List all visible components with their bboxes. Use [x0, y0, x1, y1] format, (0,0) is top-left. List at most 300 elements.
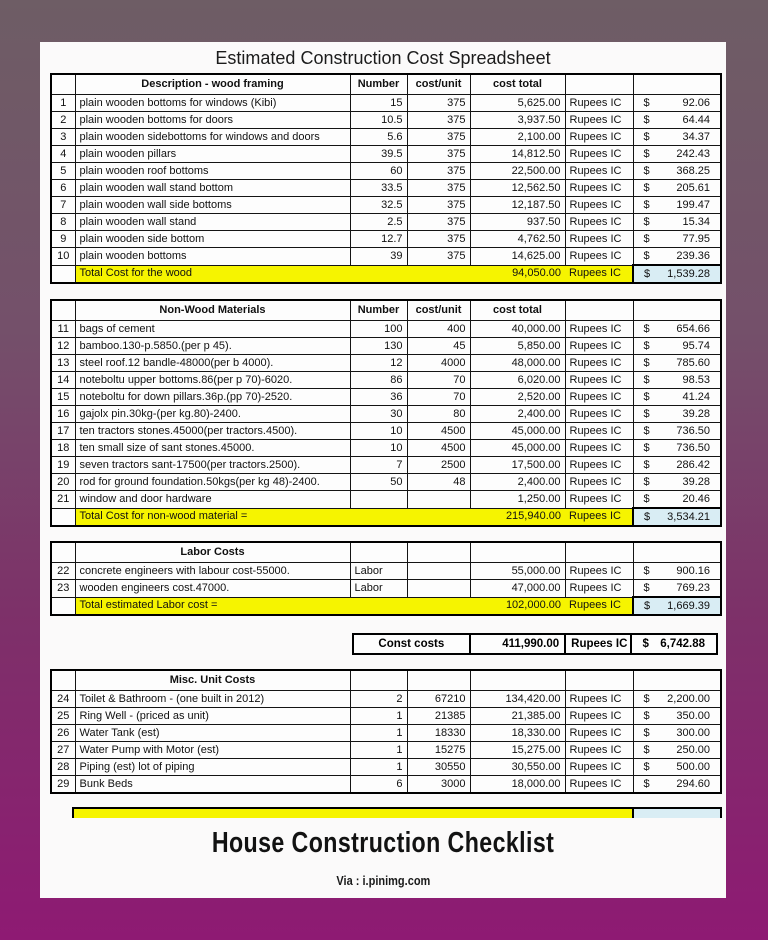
description-cell: noteboltu for down pillars.36p.(pp 70)-2520. [75, 389, 350, 406]
row-number-cell: 11 [51, 321, 75, 338]
table-row [51, 355, 721, 372]
number-cell: 2.5 [350, 214, 407, 231]
total-usd-cell [633, 597, 721, 615]
usd-cell-value: 205.61 [676, 181, 710, 194]
cost-total-cell: 12,187.50 [470, 197, 565, 214]
usd-cell [633, 725, 721, 742]
currency-cell: Rupees IC [565, 338, 633, 355]
usd-cell [633, 129, 721, 146]
usd-cell-value: 64.44 [682, 113, 710, 126]
number-cell: 86 [350, 372, 407, 389]
column-header-3: cost total [470, 300, 565, 321]
cost-total-cell: 5,850.00 [470, 338, 565, 355]
table-row [51, 180, 721, 197]
row-number-cell: 22 [51, 563, 75, 580]
cost-unit-cell: 18330 [407, 725, 470, 742]
cost-total-cell: 3,937.50 [470, 112, 565, 129]
column-header-2 [407, 542, 470, 563]
column-header-1: Number [350, 300, 407, 321]
currency-cell: Rupees IC [565, 129, 633, 146]
usd-cell [633, 742, 721, 759]
row-number-cell: 24 [51, 691, 75, 708]
usd-cell [633, 580, 721, 598]
usd-cell [633, 491, 721, 509]
currency-cell: Rupees IC [565, 423, 633, 440]
number-cell: 1 [350, 708, 407, 725]
cost-total-cell: 22,500.00 [470, 163, 565, 180]
usd-cell-value: 785.60 [676, 356, 710, 369]
number-cell: 1 [350, 725, 407, 742]
section-header: Non-Wood Materials [75, 300, 350, 321]
description-cell: Piping (est) lot of piping [75, 759, 350, 776]
cost-total-cell: 45,000.00 [470, 440, 565, 457]
currency-cell: Rupees IC [565, 580, 633, 598]
currency-cell: Rupees IC [565, 457, 633, 474]
wood-table [50, 73, 722, 284]
usd-cell [633, 163, 721, 180]
table-row [51, 406, 721, 423]
description-cell: wooden engineers cost.47000. [75, 580, 350, 598]
row-number-cell: 21 [51, 491, 75, 509]
table-row [51, 742, 721, 759]
usd-cell-value: 77.95 [682, 232, 710, 245]
cost-total-cell: 18,000.00 [470, 776, 565, 794]
usd-cell [633, 214, 721, 231]
usd-cell-value: 92.06 [682, 96, 710, 109]
cost-unit-cell: 375 [407, 231, 470, 248]
dollar-sign: $ [643, 249, 650, 262]
total-cost-cell: 102,000.00 [470, 597, 565, 615]
number-cell: 33.5 [350, 180, 407, 197]
number-cell: 1 [350, 759, 407, 776]
currency-cell: Rupees IC [565, 231, 633, 248]
usd-cell-value: 39.28 [682, 407, 710, 420]
number-cell: 12 [350, 355, 407, 372]
cost-unit-cell: 375 [407, 112, 470, 129]
table-row [51, 474, 721, 491]
description-cell: plain wooden bottoms [75, 248, 350, 266]
usd-cell [633, 406, 721, 423]
row-number-header [51, 670, 75, 691]
total-cost-cell: 215,940.00 [470, 508, 565, 526]
dollar-sign: $ [643, 147, 650, 160]
spreadsheet-title: Estimated Construction Cost Spreadsheet [215, 48, 551, 68]
dollar-sign: $ [643, 726, 650, 739]
table-row [51, 248, 721, 266]
number-cell: 36 [350, 389, 407, 406]
currency-cell: Rupees IC [565, 474, 633, 491]
wood-header-row [51, 74, 721, 95]
usd-cell [633, 423, 721, 440]
table-row [51, 563, 721, 580]
currency-header [565, 300, 633, 321]
cost-unit-cell: 375 [407, 163, 470, 180]
column-header-2: cost/unit [407, 74, 470, 95]
cost-unit-cell: 375 [407, 95, 470, 112]
row-number-cell: 25 [51, 708, 75, 725]
usd-cell [633, 180, 721, 197]
dollar-sign: $ [643, 407, 650, 420]
cost-total-cell: 40,000.00 [470, 321, 565, 338]
number-cell: 7 [350, 457, 407, 474]
column-header-2: cost/unit [407, 300, 470, 321]
currency-cell: Rupees IC [565, 214, 633, 231]
currency-cell: Rupees IC [565, 180, 633, 197]
cost-unit-cell: 4500 [407, 440, 470, 457]
usd-cell-value: 199.47 [676, 198, 710, 211]
column-header-1: Number [350, 74, 407, 95]
cost-total-cell: 937.50 [470, 214, 565, 231]
number-cell: Labor [350, 563, 407, 580]
cost-total-cell: 47,000.00 [470, 580, 565, 598]
usd-cell-value: 286.42 [676, 458, 710, 471]
total-currency-cell: Rupees IC [565, 597, 633, 615]
number-cell: 1 [350, 742, 407, 759]
description-cell: concrete engineers with labour cost-55000. [75, 563, 350, 580]
cost-unit-cell: 375 [407, 180, 470, 197]
labor-header-row [51, 542, 721, 563]
row-number-header [51, 74, 75, 95]
row-number-cell: 13 [51, 355, 75, 372]
row-number-cell: 29 [51, 776, 75, 794]
usd-cell-value: 654.66 [676, 322, 710, 335]
cost-unit-cell: 2500 [407, 457, 470, 474]
row-number-cell [51, 597, 75, 615]
description-cell: plain wooden wall stand bottom [75, 180, 350, 197]
usd-cell-value: 350.00 [676, 709, 710, 722]
table-row [51, 725, 721, 742]
table-row [51, 759, 721, 776]
usd-header [633, 300, 721, 321]
row-number-cell: 27 [51, 742, 75, 759]
table-row [51, 372, 721, 389]
currency-cell: Rupees IC [565, 742, 633, 759]
cost-unit-cell: 67210 [407, 691, 470, 708]
usd-cell [633, 457, 721, 474]
currency-cell: Rupees IC [565, 759, 633, 776]
row-number-cell [51, 508, 75, 526]
dollar-sign: $ [643, 356, 650, 369]
usd-header [633, 74, 721, 95]
dollar-sign: $ [643, 492, 650, 505]
cost-unit-cell: 3000 [407, 776, 470, 794]
description-cell: Ring Well - (priced as unit) [75, 708, 350, 725]
description-cell: plain wooden wall stand [75, 214, 350, 231]
table-row [51, 112, 721, 129]
cost-unit-cell: 400 [407, 321, 470, 338]
number-cell: 39.5 [350, 146, 407, 163]
row-number-cell: 20 [51, 474, 75, 491]
usd-cell-value: 368.25 [676, 164, 710, 177]
wood-total-row [51, 265, 721, 283]
nonwood-total-row [51, 508, 721, 526]
dollar-sign: $ [643, 777, 650, 790]
number-cell: Labor [350, 580, 407, 598]
dollar-sign: $ [644, 510, 651, 523]
dollar-sign: $ [643, 743, 650, 756]
table-row [51, 231, 721, 248]
total-cost-cell: 94,050.00 [470, 265, 565, 283]
total-currency-cell: Rupees IC [565, 508, 633, 526]
description-cell: gajolx pin.30kg-(per kg.80)-2400. [75, 406, 350, 423]
currency-header [565, 74, 633, 95]
usd-cell [633, 338, 721, 355]
construction-costs-summary-row [352, 633, 718, 655]
row-number-cell: 26 [51, 725, 75, 742]
usd-cell [633, 776, 721, 794]
const-costs-usd-value: 6,742.88 [660, 637, 705, 650]
dollar-sign: $ [644, 267, 651, 280]
row-number-cell: 7 [51, 197, 75, 214]
description-cell: Bunk Beds [75, 776, 350, 794]
row-number-cell: 4 [51, 146, 75, 163]
dollar-sign: $ [643, 760, 650, 773]
cost-unit-cell [407, 563, 470, 580]
usd-cell [633, 691, 721, 708]
currency-cell: Rupees IC [565, 389, 633, 406]
table-row [51, 691, 721, 708]
cutoff-total-usd-cell [632, 809, 720, 818]
cost-total-cell: 4,762.50 [470, 231, 565, 248]
cost-unit-cell: 70 [407, 389, 470, 406]
dollar-sign: $ [643, 215, 650, 228]
cost-unit-cell: 375 [407, 129, 470, 146]
cost-unit-cell: 15275 [407, 742, 470, 759]
currency-header [565, 670, 633, 691]
cost-unit-cell: 375 [407, 248, 470, 266]
const-costs-total: 411,990.00 [470, 634, 566, 654]
description-cell: plain wooden wall side bottoms [75, 197, 350, 214]
currency-cell: Rupees IC [565, 355, 633, 372]
dollar-sign: $ [644, 599, 651, 612]
number-cell: 15 [350, 95, 407, 112]
column-header-2 [407, 670, 470, 691]
description-cell: rod for ground foundation.50kgs(per kg 48)-2400. [75, 474, 350, 491]
dollar-sign: $ [643, 96, 650, 109]
usd-cell-value: 2,200.00 [667, 692, 710, 705]
usd-cell-value: 98.53 [682, 373, 710, 386]
misc-unit-costs-section [40, 669, 726, 794]
dollar-sign: $ [643, 475, 650, 488]
const-costs-usd [631, 634, 718, 654]
usd-cell [633, 563, 721, 580]
usd-cell-value: 736.50 [676, 424, 710, 437]
description-cell: plain wooden bottoms for doors [75, 112, 350, 129]
description-cell: plain wooden roof bottoms [75, 163, 350, 180]
currency-cell: Rupees IC [565, 563, 633, 580]
cost-total-cell: 2,400.00 [470, 474, 565, 491]
number-cell: 6 [350, 776, 407, 794]
dollar-sign: $ [643, 322, 650, 335]
table-row [51, 708, 721, 725]
total-label: Total Cost for the wood [75, 265, 470, 283]
cost-unit-cell: 21385 [407, 708, 470, 725]
currency-cell: Rupees IC [565, 406, 633, 423]
usd-cell-value: 239.36 [676, 249, 710, 262]
labor-table [50, 541, 722, 616]
description-cell: window and door hardware [75, 491, 350, 509]
currency-cell: Rupees IC [565, 163, 633, 180]
row-number-cell: 16 [51, 406, 75, 423]
cost-total-cell: 14,812.50 [470, 146, 565, 163]
description-cell: Water Pump with Motor (est) [75, 742, 350, 759]
usd-cell-value: 242.43 [676, 147, 710, 160]
currency-cell: Rupees IC [565, 197, 633, 214]
currency-cell: Rupees IC [565, 691, 633, 708]
usd-cell [633, 440, 721, 457]
table-row [51, 129, 721, 146]
row-number-cell: 17 [51, 423, 75, 440]
cost-total-cell: 48,000.00 [470, 355, 565, 372]
row-number-header [51, 542, 75, 563]
usd-cell [633, 474, 721, 491]
cost-unit-cell: 4500 [407, 423, 470, 440]
description-cell: ten tractors stones.45000(per tractors.4500). [75, 423, 350, 440]
table-row [51, 197, 721, 214]
number-cell: 50 [350, 474, 407, 491]
nonwood-header-row [51, 300, 721, 321]
cost-total-cell: 45,000.00 [470, 423, 565, 440]
row-number-cell [51, 265, 75, 283]
usd-cell-value: 500.00 [676, 760, 710, 773]
number-cell: 60 [350, 163, 407, 180]
cost-unit-cell: 375 [407, 146, 470, 163]
number-cell [350, 491, 407, 509]
dollar-sign: $ [643, 441, 650, 454]
table-row [51, 440, 721, 457]
total-usd-cell-value: 3,534.21 [667, 510, 710, 523]
cost-total-cell: 55,000.00 [470, 563, 565, 580]
dollar-sign: $ [643, 581, 650, 594]
table-row [51, 776, 721, 794]
row-number-cell: 18 [51, 440, 75, 457]
cost-total-cell: 17,500.00 [470, 457, 565, 474]
currency-header [565, 542, 633, 563]
dollar-sign: $ [643, 164, 650, 177]
row-number-cell: 19 [51, 457, 75, 474]
currency-cell: Rupees IC [565, 708, 633, 725]
dollar-sign: $ [643, 113, 650, 126]
column-header-1 [350, 670, 407, 691]
usd-cell [633, 146, 721, 163]
misc-table [50, 669, 722, 794]
usd-cell [633, 389, 721, 406]
total-label: Total estimated Labor cost = [75, 597, 470, 615]
const-costs-currency: Rupees IC [565, 634, 630, 654]
cost-unit-cell: 4000 [407, 355, 470, 372]
column-header-3: cost total [470, 74, 565, 95]
currency-cell: Rupees IC [565, 776, 633, 794]
total-currency-cell: Rupees IC [565, 265, 633, 283]
table-row [51, 163, 721, 180]
usd-cell [633, 355, 721, 372]
labor-total-row [51, 597, 721, 615]
description-cell: plain wooden bottoms for windows (Kibi) [75, 95, 350, 112]
usd-cell [633, 248, 721, 266]
usd-cell-value: 294.60 [676, 777, 710, 790]
row-number-cell: 1 [51, 95, 75, 112]
total-usd-cell-value: 1,669.39 [667, 599, 710, 612]
cost-total-cell: 2,520.00 [470, 389, 565, 406]
row-number-cell: 2 [51, 112, 75, 129]
dollar-sign: $ [643, 709, 650, 722]
total-label: Total Cost for non-wood material = [75, 508, 470, 526]
description-cell: noteboltu upper bottoms.86(per p 70)-6020. [75, 372, 350, 389]
dollar-sign: $ [643, 424, 650, 437]
cost-total-cell: 2,400.00 [470, 406, 565, 423]
description-cell: plain wooden sidebottoms for windows and doors [75, 129, 350, 146]
nonwood-table [50, 299, 722, 527]
cost-total-cell: 18,330.00 [470, 725, 565, 742]
usd-header [633, 542, 721, 563]
cost-total-cell: 15,275.00 [470, 742, 565, 759]
number-cell: 130 [350, 338, 407, 355]
cost-total-cell: 134,420.00 [470, 691, 565, 708]
usd-cell [633, 112, 721, 129]
number-cell: 100 [350, 321, 407, 338]
cost-unit-cell: 30550 [407, 759, 470, 776]
usd-cell [633, 95, 721, 112]
dollar-sign: $ [643, 198, 650, 211]
cost-total-cell: 30,550.00 [470, 759, 565, 776]
dollar-sign: $ [643, 339, 650, 352]
usd-cell-value: 41.24 [682, 390, 710, 403]
row-number-cell: 14 [51, 372, 75, 389]
usd-cell-value: 250.00 [676, 743, 710, 756]
row-number-cell: 28 [51, 759, 75, 776]
usd-cell-value: 15.34 [682, 215, 710, 228]
total-usd-cell-value: 1,539.28 [667, 267, 710, 280]
const-costs-label: Const costs [353, 634, 470, 654]
row-number-cell: 6 [51, 180, 75, 197]
description-cell: Toilet & Bathroom - (one built in 2012) [75, 691, 350, 708]
cost-unit-cell: 45 [407, 338, 470, 355]
row-number-cell: 9 [51, 231, 75, 248]
cost-unit-cell [407, 491, 470, 509]
number-cell: 30 [350, 406, 407, 423]
footer-title: House Construction Checklist [211, 827, 555, 859]
usd-cell-value: 34.37 [682, 130, 710, 143]
dollar-sign: $ [643, 390, 650, 403]
column-header-1 [350, 542, 407, 563]
description-cell: bamboo.130-p.5850.(per p 45). [75, 338, 350, 355]
usd-cell [633, 759, 721, 776]
cost-unit-cell: 70 [407, 372, 470, 389]
misc-header-row [51, 670, 721, 691]
description-cell: bags of cement [75, 321, 350, 338]
cost-total-cell: 2,100.00 [470, 129, 565, 146]
row-number-cell: 8 [51, 214, 75, 231]
row-number-cell: 15 [51, 389, 75, 406]
cutoff-total-row [72, 807, 722, 818]
cost-unit-cell [407, 580, 470, 598]
table-row [51, 214, 721, 231]
cost-total-cell: 21,385.00 [470, 708, 565, 725]
number-cell: 12.7 [350, 231, 407, 248]
description-cell: Water Tank (est) [75, 725, 350, 742]
number-cell: 10 [350, 423, 407, 440]
usd-cell-value: 95.74 [682, 339, 710, 352]
table-row [51, 457, 721, 474]
usd-cell-value: 769.23 [676, 581, 710, 594]
currency-cell: Rupees IC [565, 491, 633, 509]
currency-cell: Rupees IC [565, 248, 633, 266]
usd-cell [633, 372, 721, 389]
currency-cell: Rupees IC [565, 95, 633, 112]
table-row [51, 95, 721, 112]
total-usd-cell [633, 508, 721, 526]
table-row [51, 146, 721, 163]
